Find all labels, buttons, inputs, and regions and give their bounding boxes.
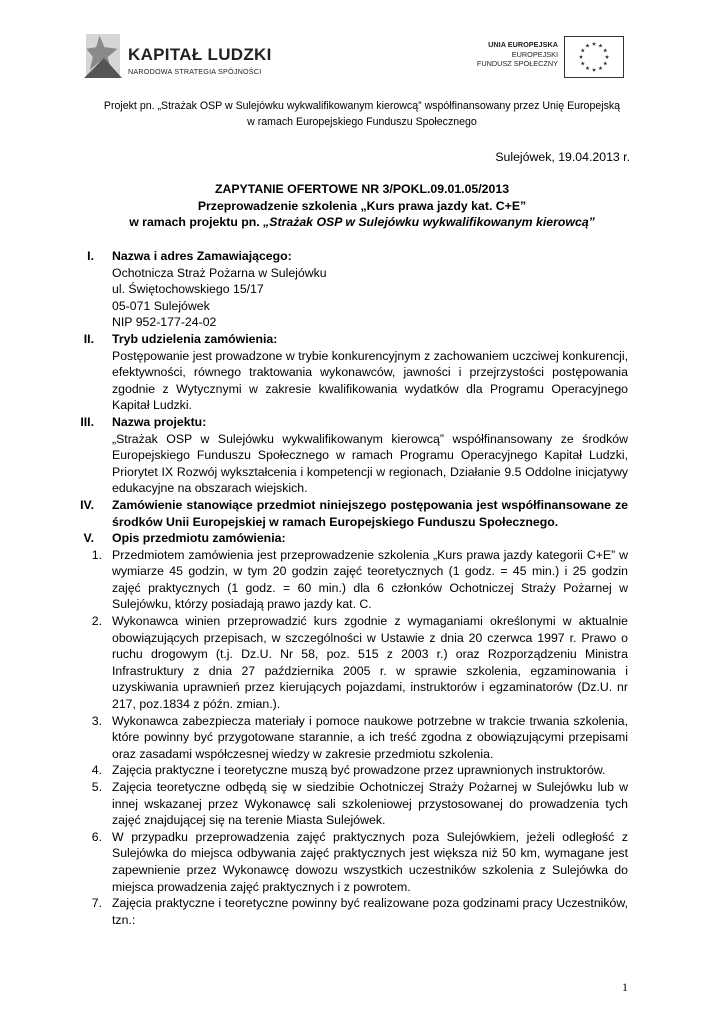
list-item-text: Wykonawca zabezpiecza materiały i pomoce naukowe potrzebne w trakcie trwania szkolenia, które powinny być przygotowane starannie, a ich treść zgodna z obowiązującymi przepisami oraz zasadami współczesnej wiedzy w zakresie przedmiotu szkolenia.: [112, 713, 628, 761]
document-title: [90, 181, 634, 231]
section-heading: Tryb udzielenia zamówienia:: [112, 331, 278, 346]
section-heading: Opis przedmiotu zamówienia:: [112, 531, 286, 546]
address-line: Ochotnicza Straż Pożarna w Sulejówku: [112, 265, 327, 280]
eu-star-icon: [592, 68, 596, 72]
eu-flag-icon: [564, 36, 624, 78]
list-item-text: W przypadku przeprowadzenia zajęć praktycznych poza Sulejówkiem, jeżeli odległość z Sulejówka do miejsca odbywania zajęć praktycznych jest większa niż 50 km, wymagane jest zapewnienie przez Wykonawcę dowozu wszystkich uczestników szkolenia z Sulejówka do miejsca prowadzenia zajęć praktycznych i z powrotem.: [112, 829, 628, 894]
eu-star-icon: [605, 55, 609, 59]
eu-star-icon: [603, 61, 607, 65]
page-header: [84, 26, 624, 88]
list-item-number: 2.: [91, 614, 102, 629]
list-item-text: Zajęcia teoretyczne odbędą się w siedzibie Ochotniczej Straży Pożarnej w Sulejówku lub w innej wskazanej przez Wykonawcę sali szkoleniowej przystosowanej do prowadzenia tych zajęć znajdującej się na terenie Miasta Sulejówek.: [112, 780, 628, 828]
eu-star-icon: [581, 61, 585, 65]
address-line: ul. Świętochowskiego 15/17: [112, 282, 264, 297]
section-number: III.: [80, 414, 94, 429]
list-item: [0, 829, 724, 895]
eu-star-icon: [592, 42, 596, 46]
eu-star-icon: [598, 44, 602, 48]
list-item-number: 6.: [91, 829, 102, 844]
list-item-text: Zajęcia praktyczne i teoretyczne powinny być realizowane poza godzinami pracy Uczestników, tzn.:: [112, 896, 628, 927]
eu-logo: [454, 36, 624, 80]
project-line: Projekt pn. „Strażak OSP w Sulejówku wykwalifikowanym kierowcą” współfinansowany przez Unię Europejską w ramach Europejskiego Funduszu Społecznego: [103, 100, 621, 128]
list-item: [0, 762, 724, 779]
eu-star-icon: [598, 66, 602, 70]
title-line-3-prefix: w ramach projektu pn.: [129, 215, 264, 229]
section-number: II.: [83, 331, 94, 346]
list-item-number: 4.: [91, 763, 102, 778]
document-body: [0, 248, 724, 928]
section-3: [0, 414, 724, 497]
title-line-2: Przeprowadzenie szkolenia „Kurs prawa jazdy kat. C+E”: [197, 198, 527, 213]
title-line-3: [90, 214, 634, 231]
logo-title: KAPITAŁ LUDZKI: [128, 45, 272, 64]
address-line: 05-071 Sulejówek: [112, 298, 210, 313]
eu-line-3: FUNDUSZ SPOŁECZNY: [476, 59, 558, 68]
title-line-3-project: „Strażak OSP w Sulejówku wykwalifikowanym kierowcą”: [263, 215, 595, 229]
kapital-ludzki-emblem-icon: [84, 28, 124, 86]
eu-star-icon: [585, 44, 589, 48]
section-2: [0, 331, 724, 414]
eu-star-icon: [581, 48, 585, 52]
list-item: [0, 713, 724, 763]
section-number: IV.: [80, 497, 94, 512]
page-number: 1: [622, 980, 628, 994]
list-item-text: Zajęcia praktyczne i teoretyczne muszą być prowadzone przez uprawnionych instruktorów.: [112, 763, 606, 778]
section-number: V.: [83, 531, 94, 546]
list-item-number: 3.: [91, 713, 102, 728]
eu-logo-text: [477, 40, 558, 69]
section-heading: Nazwa projektu:: [112, 414, 207, 429]
logo-subtitle: NARODOWA STRATEGIA SPÓJNOŚCI: [128, 67, 262, 76]
section-1: [0, 248, 724, 331]
list-item-number: 7.: [91, 896, 102, 911]
section-heading: Zamówienie stanowiące przedmiot niniejszego postępowania jest współfinansowane ze środków Unii Europejskiej w ramach Europejskiego Funduszu Społecznego.: [112, 497, 628, 529]
address-line: NIP 952-177-24-02: [112, 315, 217, 330]
section-4: [0, 497, 724, 530]
eu-line-1: UNIA EUROPEJSKA: [488, 40, 558, 49]
eu-star-icon: [579, 55, 583, 59]
eu-star-icon: [603, 48, 607, 52]
section-number: I.: [87, 249, 94, 263]
section-heading: Nazwa i adres Zamawiającego:: [112, 249, 292, 263]
list-item: [0, 613, 724, 713]
list-item-text: Wykonawca winien przeprowadzić kurs zgodnie z wymaganiami określonymi w aktualnie obowiązujących przepisach, w szczególności w Ustawie z dnia 20 czerwca 1997 r. Prawo o ruchu drogowym (t.j. Dz.U. Nr 58, poz. 515 z 2003 r.) oraz Rozporządzeniu Ministra Infrastruktury z dnia 27 października 2005 r. w sprawie szkolenia, egzaminowania i uzyskiwania uprawnień przez kierujących pojazdami, instruktorów i egzaminatorów (Dz.U. nr 217, poz.1834 z późn. zmian.).: [112, 614, 628, 712]
eu-stars-icon: [565, 37, 623, 77]
document-date: Sulejówek, 19.04.2013 r.: [495, 150, 630, 164]
list-item-number: 1.: [91, 547, 102, 562]
list-item-number: 5.: [91, 780, 102, 794]
list-item-text: Przedmiotem zamówienia jest przeprowadzenie szkolenia „Kurs prawa jazdy kategorii C+E” w wymiarze 45 godzin, w tym 20 godzin zajęć teoretycznych (1 godz. = 45 min.) i 25 godzin zajęć praktycznych (1 godz. = 60 min.) dla 6 członków Ochotniczej Straży Pożarnej w Sulejówku, którzy posiadają prawo jazdy kat. C.: [112, 547, 628, 612]
eu-star-icon: [585, 66, 589, 70]
section-text: Postępowanie jest prowadzone w trybie konkurencyjnym z zachowaniem uczciwej konkurencji, efektywności, równego traktowania wykonawców, jawności i przejrzystości postępowania zgodnie z Wytycznymi w zakresie kwalifikowania wydatków dla Programu Operacyjnego Kapitał Ludzki.: [112, 348, 628, 413]
list-item: [0, 547, 724, 613]
list-item: [0, 779, 724, 829]
section-text: „Strażak OSP w Sulejówku wykwalifikowanym kierowcą” współfinansowany ze środków Europejskiego Funduszu Społecznego w ramach Programu Operacyjnego Kapitał Ludzki, Priorytet IX Rozwój wykształcenia i kompetencji w regionach, Działanie 9.5 Oddolne inicjatywy edukacyjne na obszarach wiejskich.: [112, 431, 628, 496]
list-item: [0, 895, 724, 928]
eu-line-2: EUROPEJSKI: [511, 49, 558, 59]
title-line-1: ZAPYTANIE OFERTOWE NR 3/POKL.09.01.05/2013: [214, 182, 510, 196]
kapital-ludzki-logo: [84, 28, 294, 86]
section-5: [0, 530, 724, 928]
